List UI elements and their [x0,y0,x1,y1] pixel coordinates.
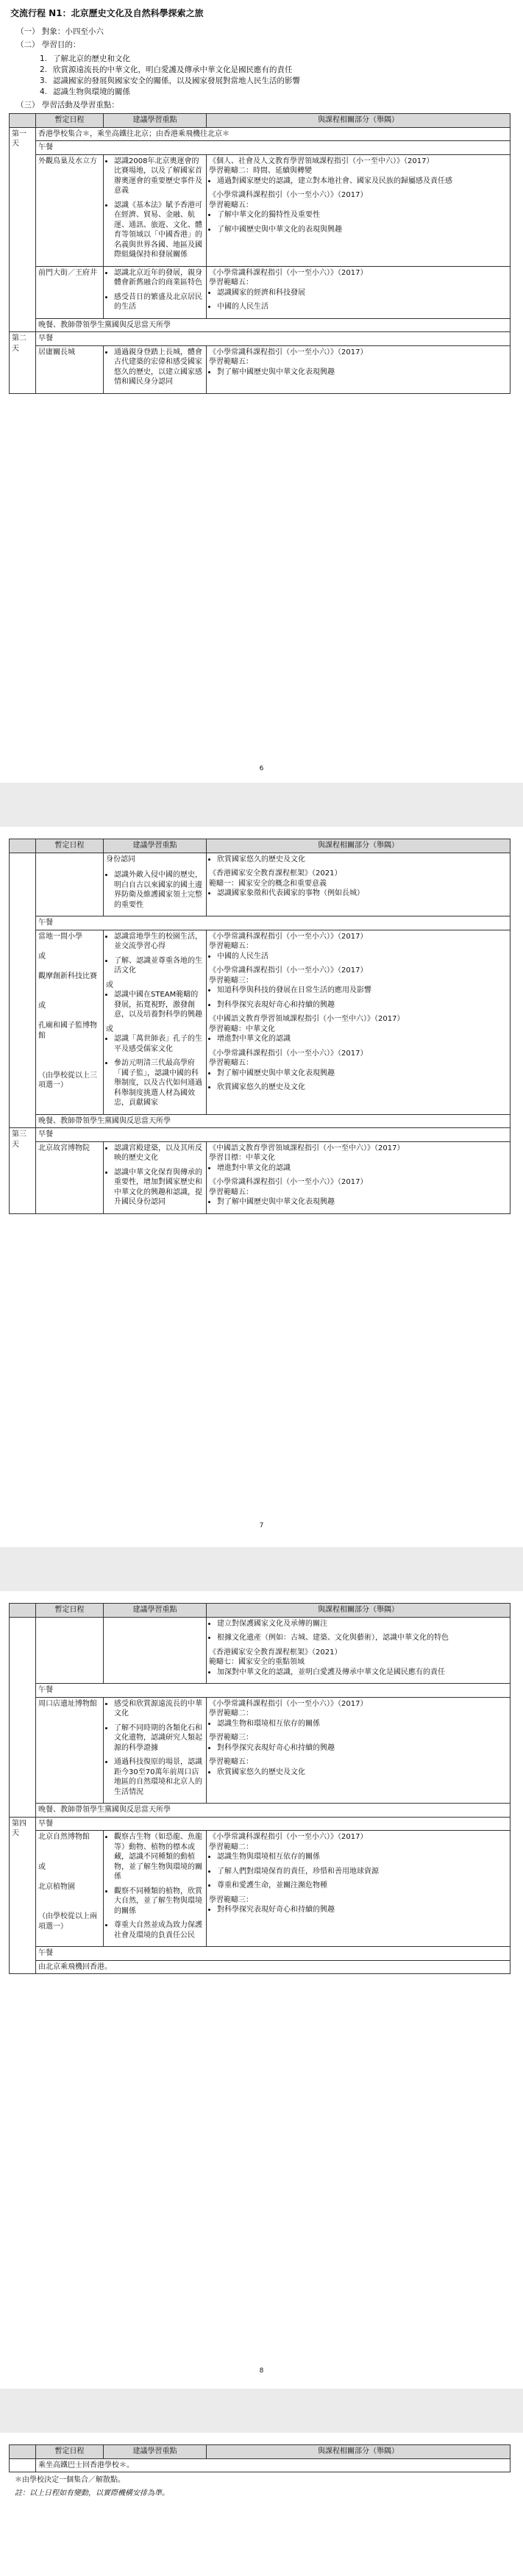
learning-points: 身份認同 • 認識外敵入侵中國的歷史，明白自古以來國家的國土邊界防衛及維護國家領土完整的重要性 [104,853,207,916]
list-item: • 認識中華文化保育與傳承的重要性，增加對國家歷史和中華文化的興趣和認識，提升國民身份認同 [114,1168,204,1208]
list-item: • 參訪元明清三代最高學府「國子監」，認識中國的科舉制度，以及古代如何通過科舉制度挑選人材為國效忠，貢獻國家 [114,1058,204,1108]
table-row [10,1947,510,1961]
table-row [10,1804,510,1818]
activity-name: 外觀鳥巢及水立方 [36,154,104,266]
activity-name: 周口店遺址博物館 [36,1697,104,1804]
table-row [10,1697,510,1804]
objectives-section: （二） 學習目的： [16,40,81,50]
table-row [10,930,510,1114]
document-title: 交流行程 N1：北京歷史文化及自然科學探索之旅 [10,8,204,18]
header-curriculum: 與課程相關部分（舉隅） [207,2445,510,2459]
curriculum-cell: 《個人、社會及人文教育學習領域課程指引（小一至中六）》（2017） 學習範疇二：時間、延續與轉變 • 通過對國家歷史的認識，建立對本地社會、國家及民族的歸屬感及責任感 《小學常識科課程指引（小一至小六）》（2017） 學習範疇五： • 了解中華文化的獨特性及重要性 • 了解中國歷史與中華文化的表現與興趣 [207,154,510,266]
table-header-row [10,839,510,853]
list-item: • 觀察古生物（如恐龍、魚龍等）動物、植物的標本或藏，認識不同種類的動植物，並了解生物與環境的關係 [114,1832,204,1882]
meal-row: 晚餐、教師帶領學生黨國與反思當天所學 [36,318,510,332]
list-item: • 對了解中國歷史與中華文化表現興趣 [217,1069,508,1079]
meal-row: 午餐 [36,1947,510,1961]
list-item: • 認識國家的經濟和科技發展 [217,288,508,298]
table-row [10,332,510,346]
page-separator [0,2389,523,2433]
list-item: • 認識《基本法》賦予香港可在經濟、貿易、金融、航運、通訊、旅遊、文化、體育等領域以「中國香港」的名義與世界各國、地區及國際組織保持和發展關係 [114,201,204,260]
meal-row: 午餐 [36,141,510,155]
table-row [10,1960,510,1974]
activity-name: 當地一間小學 或 觀摩創新科技比賽 或 孔廟和國子監博物館 （由學校從以上三項選一） [36,930,104,1114]
list-item: • 中國的人民生活 [217,302,508,312]
list-item: • 欣賞國家悠久的歷史及文化 [217,1083,508,1093]
activity-name: 北京故宮博物院 [36,1141,104,1213]
curriculum-cell: 《小學常識科課程指引（小一至小六）》（2017） 學習範疇二： • 認識生物和環境相互依存的關係 學習範疇三： • 對科學探究表現好奇心和持續的興趣 學習範疇五： • 欣賞國家悠久的歷史及文化 [207,1697,510,1804]
meal-row: 午餐 [36,916,510,930]
page-number: 6 [259,765,264,772]
schedule-table [9,113,510,394]
learning-points [104,1697,207,1804]
table-row [10,1128,510,1142]
list-item: • 增進對中華文化的認識 [217,1034,508,1044]
list-item: • 對科學探究表現好奇心和持續的興趣 [217,1905,508,1915]
list-item: • 中國的人民生活 [217,952,508,962]
day-intro: 香港學校集合＊，乘坐高鐵往北京；由香港乘飛機往北京＊ [36,127,510,141]
list-item: • 了解人們對環境保育的責任，珍惜和善用地球資源 [217,1867,508,1877]
header-schedule: 暫定日程 [36,839,104,853]
list-item: • 建立對保護國家文化及承傳的關注 [217,1619,508,1629]
meal-row: 早餐 [36,332,510,346]
activity-name: 居庸關長城 [36,345,104,393]
objective-item: 1. 了解北京的歷史和文化 [40,54,130,63]
list-item: • 認識當地學生的校園生活，並交流學習心得 [114,932,204,952]
objective-item: 2. 欣賞源遠流長的中華文化，明白愛護及傳承中華文化是國民應有的責任 [40,65,293,74]
table-row [10,1684,510,1698]
header-schedule: 暫定日程 [36,2445,104,2459]
list-item: • 認識北京近年的發展，親身體會新舊融合的商業區特色 [114,268,204,288]
return-row: 乘坐高鐵巴士回香港學校＊。 [36,2458,510,2472]
table-row [10,154,510,266]
footnote: 註：以上日程如有變動，以實際機構安排為準。 [15,2489,169,2497]
list-item: • 通過對國家歷史的認識，建立對本地社會、國家及民族的歸屬感及責任感 [217,176,508,187]
list-item: • 認識2008年北京奧運會的比賽場地，以及了解國家首辦奧運會的重要歷史事件及意義 [114,157,204,196]
table-header-row [10,2445,510,2459]
meal-row: 晚餐、教師帶領學生黨國與反思當天所學 [36,1804,510,1818]
curriculum-cell: 《小學常識科課程指引（小一至小六）》（2017） 學習範疇五： • 認識國家的經濟和科技發展 • 中國的人民生活 [207,266,510,318]
learning-points [104,154,207,266]
objective-item: 3. 認識國家的發展與國家安全的關係，以及國家發展對當地人民生活的影響 [40,76,300,85]
page-1 [0,0,523,783]
header-points: 建議學習重點 [104,114,207,128]
meal-row: 早餐 [36,1128,510,1142]
table-row [10,1617,510,1684]
page-number: 8 [259,2367,264,2375]
learning-points [104,345,207,393]
objectives-list [40,54,523,98]
header-curriculum: 與課程相關部分（舉隅） [207,114,510,128]
day-label: 第三天 [10,1128,36,1214]
page-separator [0,1547,523,1591]
meal-row: 午餐 [36,1684,510,1698]
schedule-table [9,2444,510,2472]
list-item: • 感受昔日的繁盛及北京居民的生活 [114,293,204,312]
list-item: • 尊重和愛護生命，並關注瀕危物種 [217,1881,508,1891]
table-row [10,266,510,318]
curriculum-cell: 《小學常識科課程指引（小一至小六）》（2017） 學習範疇五： • 中國的人民生活 《小學常識科課程指引（小一至小六）》（2017） 學習範疇三： • 知道科學與科技的發展在日常生活的應用及影響 • 對科學探究表現好奇心和持續的興趣 《中國語文教育學習領域課程指引（小一至中六）》（2017） 學習範疇：中華文化 • 增進對中華文化的認識 《小學常識科課程指引（小一至小六）》（2017） 學習範疇五： • 對了解中國歷史與中華文化表現興趣 • 欣賞國家悠久的歷史及文化 [207,930,510,1114]
footnote: ＊由學校決定一個集合／解散點。 [15,2476,125,2484]
table-row [10,853,510,916]
header-points: 建議學習重點 [104,1604,207,1618]
schedule-table [9,839,510,1214]
learning-points: • 認識當地學生的校園生活，並交流學習心得 • 了解、認識並尊重各地的生活文化 或 • 認識中國在STEAM範疇的發展，拓寬視野，激發創意，以及培養對科學的興趣 或 • 認識「萬世師表」孔子的生平及感受儒家文化 • 參訪元明清三代最高學府「國子監」，認識中國的科舉制度，以及古代如何通過科舉制度挑選人材為國效忠，貢獻國家 [104,930,207,1114]
page-number: 7 [259,1522,264,1529]
header-points: 建議學習重點 [104,2445,207,2459]
list-item: • 認識宮殿建築，以及其所反映的歷史文化 [114,1144,204,1163]
curriculum-cell: • 建立對保護國家文化及承傳的關注 • 根據文化遺產（例如：古城、建築、文化與藝術），認識中華文化的特色 《香港國家安全教育課程框架》（2021） 範疇七：國家安全的重點領域 • 加深對中華文化的認識，並明白愛護及傳承中華文化是國民應有的責任 [207,1617,510,1684]
list-item: • 對科學探究表現好奇心和持續的興趣 [217,1000,508,1011]
list-item: • 了解、認識並尊重各地的生活文化 [114,956,204,976]
curriculum-cell: 《小學常識科課程指引（小一至小六）》（2017） 學習範疇五： • 對了解中國歷史與中華文化表現興趣 [207,345,510,393]
list-item: • 認識生物與環境相互依存的關係 [217,1852,508,1862]
header-points: 建議學習重點 [104,839,207,853]
list-item: • 通過親身登踏上長城，體會古代建築的宏偉和感受國家悠久的歷史，以建立國家感情和國民身分認同 [114,348,204,387]
list-item: • 對了解中國歷史與中華文化表現興趣 [217,1197,508,1208]
page-separator [0,783,523,827]
curriculum-cell: 《小學常識科課程指引（小一至小六）》（2017） 學習範疇二： • 認識生物與環境相互依存的關係 • 了解人們對環境保育的責任，珍惜和善用地球資源 • 尊重和愛護生命，並關注瀕危物種 學習範疇三： • 對科學探究表現好奇心和持續的興趣 [207,1831,510,1947]
list-item: • 認識生物和環境相互依存的關係 [217,1719,508,1729]
activity-name: 北京自然博物館 或 北京植物園 （由學校從以上兩項選一） [36,1831,104,1947]
list-item: • 知道科學與科技的發展在日常生活的應用及影響 [217,986,508,996]
table-row [10,1141,510,1213]
return-row: 由北京乘飛機回香港。 [36,1960,510,1974]
table-row [10,127,510,141]
learning-points [104,1141,207,1213]
day-label: 第一天 [10,127,36,332]
target-section: （一） 對象：小四至小六 [16,27,104,37]
curriculum-cell: 《中國語文教育學習領域課程指引（小一至中六）》（2017） 學習目標：中華文化 • 增進對中華文化的認識 《小學常識科課程指引（小一至小六）》（2017） 學習範疇五： • 對了解中國歷史與中華文化表現興趣 [207,1141,510,1213]
list-item: • 增進對中華文化的認識 [217,1163,508,1174]
table-row [10,2458,510,2472]
header-curriculum: 與課程相關部分（舉隅） [207,839,510,853]
curriculum-cell: • 欣賞國家悠久的歷史及文化 《香港國家安全教育課程框架》（2021） 範疇一：國家安全的概念和重要意義 • 認識國家象徵和代表國家的事物（例如長城） [207,853,510,916]
list-item: • 感受和欣賞源遠流長的中華文化 [114,1699,204,1719]
header-schedule: 暫定日程 [36,1604,104,1618]
table-row [10,345,510,393]
header-curriculum: 與課程相關部分（舉隅） [207,1604,510,1618]
table-header-row [10,114,510,128]
learning-points [104,266,207,318]
day-label: 第二天 [10,332,36,394]
list-item: • 對了解中國歷史與中華文化表現興趣 [217,367,508,378]
day-label: 第四天 [10,1817,36,1974]
table-row [10,141,510,155]
list-item: • 了解不同時期的各類化石和文化遺物，認識研究人類起源的科學證據 [114,1723,204,1754]
list-item: • 認識「萬世師表」孔子的生平及感受儒家文化 [114,1034,204,1054]
table-row [10,318,510,332]
list-item: • 通過科技復原的場景，認識距今30至70萬年前周口店地區的自然環境和北京人的生活情況 [114,1757,204,1797]
table-row [10,1114,510,1128]
list-item: • 認識外敵入侵中國的歷史，明白自古以來國家的國土邊界防衛及維護國家領土完整的重要性 [114,870,204,910]
page-2 [0,827,523,1547]
list-item: • 加深對中華文化的認識，並明白愛護及傳承中華文化是國民應有的責任 [217,1668,508,1678]
list-item: • 對科學探究表現好奇心和持續的興趣 [217,1743,508,1754]
table-row [10,1817,510,1831]
page-4 [0,2433,523,2576]
list-item: • 欣賞國家悠久的歷史及文化 [217,1768,508,1778]
meal-row: 早餐 [36,1817,510,1831]
activity-name: 前門大街／王府井 [36,266,104,318]
list-item: • 認識中國在STEAM範疇的發展，拓寬視野，激發創意，以及培養對科學的興趣 [114,990,204,1020]
list-item: • 觀察不同種類的植物，欣賞大自然，並了解生物與環境的關係 [114,1887,204,1917]
learning-points [104,1831,207,1947]
page-3 [0,1591,523,2389]
list-item: • 欣賞國家悠久的歷史及文化 [217,855,508,865]
list-item: • 認識國家象徵和代表國家的事物（例如長城） [217,889,508,899]
list-item: • 了解中國歷史與中華文化的表現與興趣 [217,225,508,235]
header-schedule: 暫定日程 [36,114,104,128]
meal-row: 晚餐、教師帶領學生黨國與反思當天所學 [36,1114,510,1128]
table-row [10,1831,510,1947]
list-item: • 了解中華文化的獨特性及重要性 [217,210,508,220]
list-item: • 尊重大自然並成為致力保護社會及環境的負責任公民 [114,1920,204,1940]
list-item: • 根據文化遺產（例如：古城、建築、文化與藝術），認識中華文化的特色 [217,1633,508,1643]
objective-item: 4. 認識生物與環境的關係 [40,87,130,97]
schedule-table [9,1603,510,1974]
table-row [10,916,510,930]
table-header-row [10,1604,510,1618]
schedule-heading: （三） 學習活動及學習重點： [16,101,119,110]
